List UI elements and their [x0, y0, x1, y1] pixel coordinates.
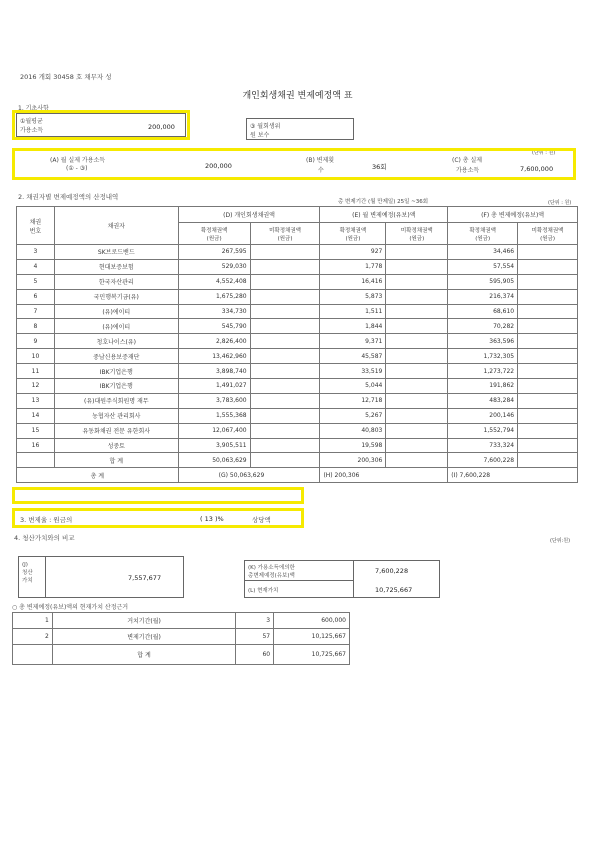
pv-row-n: 3 — [236, 613, 274, 629]
monthly-repayment: 5,044 — [320, 379, 386, 394]
creditor-no: 14 — [17, 408, 55, 423]
section2-label: 2. 채권자별 변제예정액의 산정내역 — [18, 193, 119, 201]
total-i: (I) 7,600,228 — [448, 468, 578, 483]
monthly-unconfirmed — [386, 408, 448, 423]
k-value: 7,600,228 — [375, 567, 409, 575]
table-row — [17, 438, 578, 453]
table-row — [17, 408, 578, 423]
unconfirmed-claim — [250, 423, 320, 438]
unconfirmed-claim — [250, 259, 320, 274]
creditor-name: (유)에이티 — [54, 304, 178, 319]
col-f-header: (F) 총 변제예정(유보)액 — [448, 207, 578, 223]
claim-amount: 529,030 — [178, 259, 250, 274]
section4-unit: (단위:원) — [550, 538, 571, 544]
creditor-no: 4 — [17, 259, 55, 274]
monthly-repayment: 1,778 — [320, 259, 386, 274]
creditor-no: 6 — [17, 289, 55, 304]
l-value: 10,725,667 — [375, 586, 413, 594]
pv-row-value: 600,000 — [274, 613, 350, 629]
monthly-unconfirmed — [386, 259, 448, 274]
present-value-table — [12, 612, 350, 665]
unconfirmed-claim — [250, 349, 320, 364]
pv-total-label: 합 계 — [52, 645, 235, 665]
unconfirmed-claim — [250, 245, 320, 260]
creditor-name: SK브로드밴드 — [54, 245, 178, 260]
monthly-unconfirmed — [386, 274, 448, 289]
unconfirmed-claim — [250, 319, 320, 334]
monthly-income-label: ①월평균 — [20, 118, 43, 125]
b-value: 36회 — [372, 163, 387, 171]
total-repayment: 483,284 — [448, 393, 518, 408]
table-row — [17, 274, 578, 289]
creditor-no: 5 — [17, 274, 55, 289]
monthly-unconfirmed — [386, 289, 448, 304]
c-value: 7,600,000 — [520, 165, 554, 173]
col-e2-header: 미확정채권액 (원금) — [386, 223, 448, 245]
a-label-2: (① - ③) — [66, 165, 88, 172]
monthly-repayment: 927 — [320, 245, 386, 260]
highlight-monthly-income — [12, 110, 190, 140]
creditor-no: 11 — [17, 364, 55, 379]
monthly-unconfirmed — [386, 334, 448, 349]
monthly-income-value: 200,000 — [148, 123, 175, 131]
table-row — [17, 364, 578, 379]
unconfirmed-claim — [250, 364, 320, 379]
section3-label: 3. 변제율 : 원금의 — [20, 516, 73, 524]
total-unconfirmed — [518, 379, 578, 394]
col-f2-header: 미확정채권액 (원금) — [518, 223, 578, 245]
claim-amount: 1,555,368 — [178, 408, 250, 423]
monthly-repayment: 45,587 — [320, 349, 386, 364]
trustee-fee-label: ③ 월회생위 — [250, 123, 281, 130]
monthly-unconfirmed — [386, 245, 448, 260]
claim-amount: 4,552,408 — [178, 274, 250, 289]
col-e1-header: 확정채권액 (원금) — [320, 223, 386, 245]
total-repayment: 191,862 — [448, 379, 518, 394]
total-repayment: 34,466 — [448, 245, 518, 260]
c-label: (C) 총 실제 — [452, 157, 483, 164]
unconfirmed-claim — [250, 408, 320, 423]
col-f1-header: 확정채권액 (원금) — [448, 223, 518, 245]
creditor-name: 현대보증보험 — [54, 259, 178, 274]
creditor-no: 8 — [17, 319, 55, 334]
c-label-2: 가용소득 — [456, 167, 480, 174]
pv-total-value: 10,725,667 — [274, 645, 350, 665]
monthly-income-label-2: 가용소득 — [20, 127, 44, 134]
col-no-header: 채권 번호 — [17, 207, 55, 245]
k-label: (K) 가용소득에의한 — [248, 565, 295, 571]
repayment-period: 총 변제기간 (월 만제일) 25일 ~36회 — [338, 199, 429, 205]
unconfirmed-claim — [250, 438, 320, 453]
section4-label: 4. 청산가치와의 비교 — [14, 534, 75, 542]
monthly-repayment: 16,416 — [320, 274, 386, 289]
case-number: 2016 개회 30458 호 채무자 성 — [20, 73, 112, 81]
total-repayment: 216,374 — [448, 289, 518, 304]
creditor-no: 10 — [17, 349, 55, 364]
j-label: (J) 청산 가치 — [22, 562, 33, 584]
repayment-table — [16, 206, 578, 483]
highlight-income-summary — [12, 148, 576, 180]
monthly-unconfirmed — [386, 438, 448, 453]
trustee-fee-label-2: 원 보수 — [250, 132, 270, 139]
unconfirmed-claim — [250, 379, 320, 394]
repayment-rate: ( 13 )% — [200, 515, 224, 523]
table-row — [17, 319, 578, 334]
table-row — [17, 304, 578, 319]
document-title: 개인회생채권 변제예정액 표 — [242, 91, 353, 101]
monthly-repayment: 1,511 — [320, 304, 386, 319]
total-repayment: 363,596 — [448, 334, 518, 349]
col-d-header: (D) 개인회생채권액 — [178, 207, 320, 223]
creditor-name: 한국자산관리 — [54, 274, 178, 289]
section1-label: 1. 기초사항 — [18, 105, 49, 112]
total-repayment: 595,905 — [448, 274, 518, 289]
claim-amount: 13,462,960 — [178, 349, 250, 364]
total-unconfirmed — [518, 349, 578, 364]
total-unconfirmed — [518, 334, 578, 349]
creditor-name: (유)에이티 — [54, 319, 178, 334]
monthly-unconfirmed — [386, 349, 448, 364]
monthly-repayment: 12,718 — [320, 393, 386, 408]
claim-amount: 3,905,511 — [178, 438, 250, 453]
monthly-repayment: 9,371 — [320, 334, 386, 349]
l-label: (L) 현재가치 — [248, 588, 279, 594]
creditor-no: 15 — [17, 423, 55, 438]
total-unconfirmed — [518, 364, 578, 379]
creditor-name: 국민행복기금(유) — [54, 289, 178, 304]
creditor-name: 유동화채권 전문 유한회사 — [54, 423, 178, 438]
claim-amount: 2,826,400 — [178, 334, 250, 349]
total-unconfirmed — [518, 245, 578, 260]
table-row — [17, 259, 578, 274]
total-label: 총 계 — [17, 468, 179, 483]
a-value: 200,000 — [205, 162, 232, 170]
pv-row-item: 거치기간(월) — [52, 613, 235, 629]
monthly-repayment: 40,803 — [320, 423, 386, 438]
total-repayment: 1,552,794 — [448, 423, 518, 438]
pv-row-no: 2 — [13, 629, 53, 645]
monthly-unconfirmed — [386, 319, 448, 334]
claim-amount: 3,898,740 — [178, 364, 250, 379]
creditor-no: 3 — [17, 245, 55, 260]
pv-row-no: 1 — [13, 613, 53, 629]
creditor-no: 13 — [17, 393, 55, 408]
k-label-2: 총변제예정(유보)액 — [248, 573, 295, 579]
unconfirmed-claim — [250, 393, 320, 408]
table-row — [17, 349, 578, 364]
pv-row-value: 10,125,667 — [274, 629, 350, 645]
unconfirmed-claim — [250, 289, 320, 304]
b-label: (B) 변제횟 — [306, 157, 335, 164]
table-row — [17, 245, 578, 260]
creditor-no: 7 — [17, 304, 55, 319]
monthly-repayment: 5,267 — [320, 408, 386, 423]
total-repayment: 1,273,722 — [448, 364, 518, 379]
col-d1-header: 확정채권액 (원금) — [178, 223, 250, 245]
total-unconfirmed — [518, 408, 578, 423]
subtotal-f: 7,600,228 — [448, 453, 518, 468]
col-d2-header: 미확정채권액 (원금) — [250, 223, 320, 245]
claim-amount: 1,675,280 — [178, 289, 250, 304]
monthly-repayment: 5,873 — [320, 289, 386, 304]
subtotal-e: 200,306 — [320, 453, 386, 468]
creditor-name: 농협자산 관리회사 — [54, 408, 178, 423]
table-row — [17, 393, 578, 408]
monthly-unconfirmed — [386, 423, 448, 438]
total-h: (H) 200,306 — [320, 468, 448, 483]
monthly-repayment: 1,844 — [320, 319, 386, 334]
creditor-name: IBK기업은행 — [54, 364, 178, 379]
claim-amount: 12,067,400 — [178, 423, 250, 438]
pv-row-n: 57 — [236, 629, 274, 645]
claim-amount: 1,491,027 — [178, 379, 250, 394]
total-repayment: 68,610 — [448, 304, 518, 319]
monthly-unconfirmed — [386, 304, 448, 319]
section2-unit: (단위 : 원) — [548, 200, 572, 206]
section5-label: ○ 총 변제예정(유보)액의 현재가치 산정근거 — [12, 604, 129, 611]
unconfirmed-claim — [250, 274, 320, 289]
total-repayment: 70,282 — [448, 319, 518, 334]
creditor-name: (유)대원주식회원명 재무 — [54, 393, 178, 408]
total-unconfirmed — [518, 259, 578, 274]
monthly-unconfirmed — [386, 364, 448, 379]
claim-amount: 334,730 — [178, 304, 250, 319]
total-unconfirmed — [518, 289, 578, 304]
claim-amount: 545,790 — [178, 319, 250, 334]
unit-note: (단위 : 원) — [532, 150, 556, 156]
col-creditor-header: 채권자 — [54, 207, 178, 245]
claim-amount: 3,783,600 — [178, 393, 250, 408]
section3-suffix: 상당액 — [252, 516, 271, 524]
total-repayment: 733,324 — [448, 438, 518, 453]
monthly-unconfirmed — [386, 379, 448, 394]
total-unconfirmed — [518, 438, 578, 453]
pv-row-item: 변제기간(월) — [52, 629, 235, 645]
creditor-name: 중남신용보증재단 — [54, 349, 178, 364]
col-e-header: (E) 월 변제예정(유보)액 — [320, 207, 448, 223]
table-row — [17, 334, 578, 349]
b-label-2: 수 — [318, 167, 324, 174]
subtotal-label: 합 계 — [54, 453, 178, 468]
pv-total-n: 60 — [236, 645, 274, 665]
creditor-no: 16 — [17, 438, 55, 453]
unconfirmed-claim — [250, 304, 320, 319]
total-unconfirmed — [518, 423, 578, 438]
creditor-no: 9 — [17, 334, 55, 349]
unconfirmed-claim — [250, 334, 320, 349]
monthly-unconfirmed — [386, 393, 448, 408]
total-repayment: 57,554 — [448, 259, 518, 274]
highlight-repayment-rate — [12, 508, 304, 528]
table-row — [17, 379, 578, 394]
claim-amount: 267,595 — [178, 245, 250, 260]
a-label: (A) 월 실제 가용소득 — [50, 157, 106, 164]
monthly-repayment: 19,598 — [320, 438, 386, 453]
total-repayment: 200,146 — [448, 408, 518, 423]
total-unconfirmed — [518, 393, 578, 408]
highlight-total — [12, 487, 304, 504]
creditor-name: 청호나이스(유) — [54, 334, 178, 349]
total-unconfirmed — [518, 304, 578, 319]
total-unconfirmed — [518, 319, 578, 334]
table-row — [17, 289, 578, 304]
monthly-repayment: 33,519 — [320, 364, 386, 379]
total-unconfirmed — [518, 274, 578, 289]
creditor-name: 성중토 — [54, 438, 178, 453]
subtotal-d: 50,063,629 — [178, 453, 250, 468]
total-g: (G) 50,063,629 — [178, 468, 320, 483]
creditor-no: 12 — [17, 379, 55, 394]
creditor-name: IBK기업은행 — [54, 379, 178, 394]
table-row — [17, 423, 578, 438]
total-repayment: 1,732,305 — [448, 349, 518, 364]
j-value: 7,557,677 — [128, 574, 162, 582]
